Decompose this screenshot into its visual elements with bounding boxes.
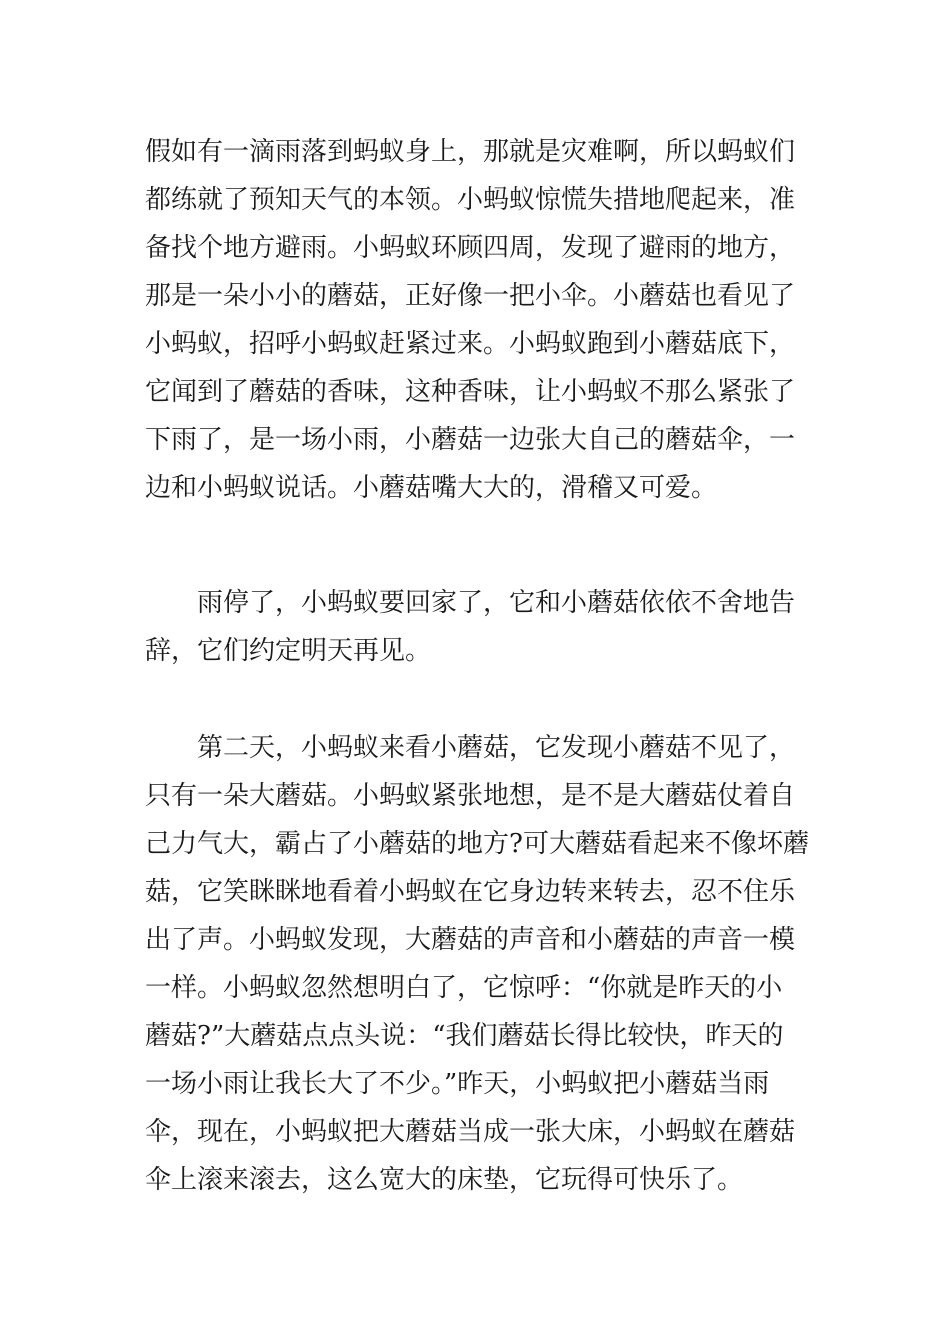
text-line: 己力气大，霸占了小蘑菇的地方?可大蘑菇看起来不像坏蘑 (145, 829, 809, 859)
text-line: 都练就了预知天气的本领。小蚂蚁惊慌失措地爬起来，准 (145, 185, 796, 215)
text-line: 一样。小蚂蚁忽然想明白了，它惊呼：“你就是昨天的小 (145, 973, 783, 1003)
text-line: 菇，它笑眯眯地看着小蚂蚁在它身边转来转去，忍不住乐 (145, 877, 796, 907)
text-line: 假如有一滴雨落到蚂蚁身上，那就是灾难啊，所以蚂蚁们 (145, 137, 796, 167)
text-line: 那是一朵小小的蘑菇，正好像一把小伞。小蘑菇也看见了 (145, 281, 796, 311)
text-line: 出了声。小蚂蚁发现，大蘑菇的声音和小蘑菇的声音一模 (145, 925, 796, 955)
text-line: 备找个地方避雨。小蚂蚁环顾四周，发现了避雨的地方， (145, 233, 796, 263)
text-line: 一场小雨让我长大了不少。”昨天，小蚂蚁把小蘑菇当雨 (145, 1069, 770, 1099)
text-line: 辞，它们约定明天再见。 (145, 636, 432, 666)
text-line: 小蚂蚁，招呼小蚂蚁赶紧过来。小蚂蚁跑到小蘑菇底下， (145, 329, 796, 359)
paragraph-ant-shelter (145, 128, 825, 512)
text-line: 只有一朵大蘑菇。小蚂蚁紧张地想，是不是大蘑菇仗着自 (145, 781, 796, 811)
text-line: 第二天，小蚂蚁来看小蘑菇，它发现小蘑菇不见了， (145, 733, 796, 763)
paragraph-rain-stops (145, 579, 825, 675)
text-line: 蘑菇?”大蘑菇点点头说：“我们蘑菇长得比较快，昨天的 (145, 1021, 784, 1051)
text-line: 边和小蚂蚁说话。小蘑菇嘴大大的，滑稽又可爱。 (145, 473, 718, 503)
text-line: 伞，现在，小蚂蚁把大蘑菇当成一张大床，小蚂蚁在蘑菇 (145, 1117, 796, 1147)
text-line: 它闻到了蘑菇的香味，这种香味，让小蚂蚁不那么紧张了 (145, 377, 796, 407)
paragraph-next-day (145, 724, 825, 1204)
text-line: 雨停了，小蚂蚁要回家了，它和小蘑菇依依不舍地告 (145, 588, 796, 618)
text-line: 伞上滚来滚去，这么宽大的床垫，它玩得可快乐了。 (145, 1165, 744, 1195)
text-line: 下雨了，是一场小雨，小蘑菇一边张大自己的蘑菇伞，一 (145, 425, 796, 455)
